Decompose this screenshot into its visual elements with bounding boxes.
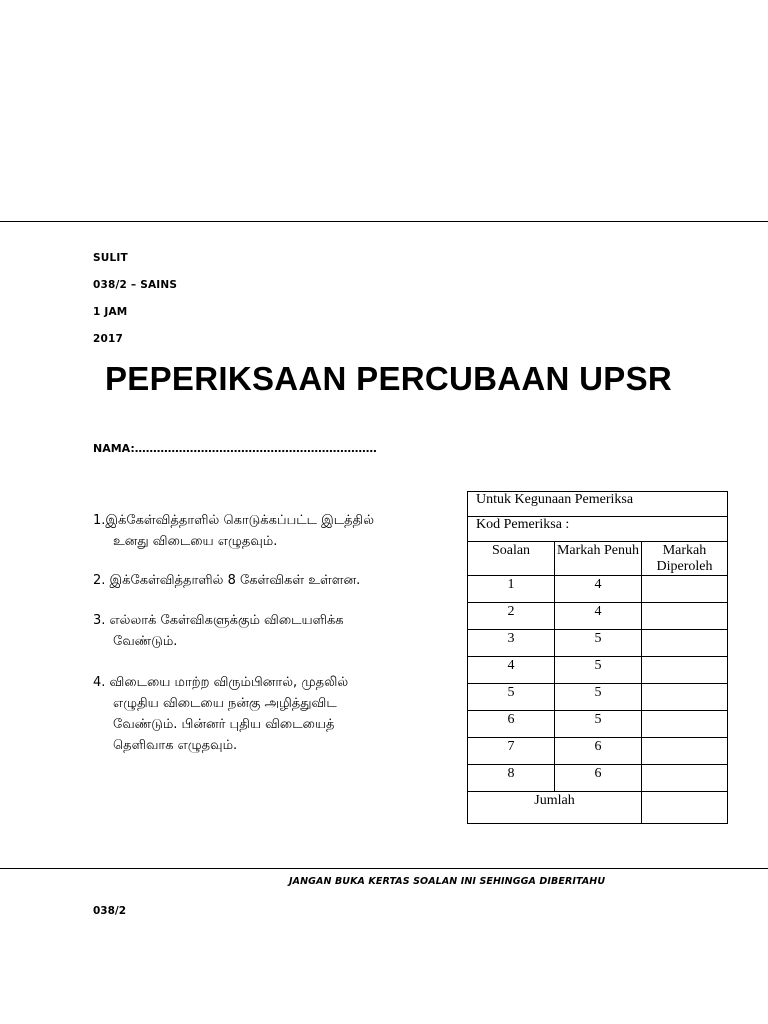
full-marks: 5 [555, 657, 642, 684]
status-label: SULIT [93, 252, 128, 264]
column-header-markah-penuh: Markah Penuh [555, 542, 642, 576]
top-rule [0, 221, 768, 222]
instruction-line: 1.இக்கேள்வித்தாளில் கொடுக்கப்பட்ட இடத்தில் [93, 513, 374, 528]
full-marks: 5 [555, 630, 642, 657]
table-row [468, 603, 728, 630]
instruction-line: வேண்டும். [113, 634, 178, 649]
question-number: 1 [468, 576, 555, 603]
question-number: 4 [468, 657, 555, 684]
total-row [468, 792, 728, 824]
obtained-marks [642, 711, 728, 738]
full-marks: 4 [555, 603, 642, 630]
full-marks: 6 [555, 765, 642, 792]
obtained-marks [642, 765, 728, 792]
instruction-line: எழுதிய விடையை நன்கு அழித்துவிட [113, 696, 337, 711]
name-field: NAMA:………………………………………………………… [93, 442, 377, 455]
obtained-marks [642, 657, 728, 684]
obtained-marks [642, 603, 728, 630]
examiner-code-field: Kod Pemeriksa : [468, 517, 728, 542]
table-caption: Untuk Kegunaan Pemeriksa [468, 492, 728, 517]
instruction-3 [93, 610, 453, 652]
full-marks: 4 [555, 576, 642, 603]
full-marks: 5 [555, 684, 642, 711]
instruction-line: 4. விடையை மாற்ற விரும்பினால், முதலில் [93, 675, 349, 690]
table-header-row [468, 542, 728, 576]
footer-paper-code: 038/2 [93, 905, 127, 917]
total-obtained [642, 792, 728, 824]
instruction-4 [93, 672, 453, 756]
question-number: 5 [468, 684, 555, 711]
instruction-1 [93, 510, 453, 552]
column-header-markah-diperoleh: Markah Diperoleh [642, 542, 728, 576]
footer-notice: JANGAN BUKA KERTAS SOALAN INI SEHINGGA DIBERITAHU [289, 876, 606, 887]
obtained-marks [642, 576, 728, 603]
bottom-rule [0, 868, 768, 869]
full-marks: 5 [555, 711, 642, 738]
instruction-line: வேண்டும். பின்னர் புதிய விடையைத் [113, 717, 335, 732]
table-row [468, 738, 728, 765]
table-row [468, 576, 728, 603]
obtained-marks [642, 630, 728, 657]
paper-code: 038/2 – SAINS [93, 279, 178, 291]
table-row [468, 657, 728, 684]
question-number: 7 [468, 738, 555, 765]
duration: 1 JAM [93, 306, 128, 318]
obtained-marks [642, 684, 728, 711]
instruction-line: 3. எல்லாக் கேள்விகளுக்கும் விடையளிக்க [93, 613, 344, 628]
total-label: Jumlah [468, 792, 642, 824]
question-number: 2 [468, 603, 555, 630]
examiner-marks-table [467, 491, 728, 824]
instruction-line: 2. இக்கேள்வித்தாளில் 8 கேள்விகள் உள்ளன. [93, 573, 361, 588]
instruction-2 [93, 570, 453, 591]
year: 2017 [93, 333, 124, 345]
obtained-marks [642, 738, 728, 765]
full-marks: 6 [555, 738, 642, 765]
question-number: 8 [468, 765, 555, 792]
table-row [468, 684, 728, 711]
question-number: 6 [468, 711, 555, 738]
table-row [468, 765, 728, 792]
column-header-soalan: Soalan [468, 542, 555, 576]
question-number: 3 [468, 630, 555, 657]
table-row [468, 630, 728, 657]
instruction-line: தெளிவாக எழுதவும். [113, 738, 238, 753]
instruction-line: உனது விடையை எழுதவும். [113, 534, 278, 549]
exam-title: PEPERIKSAAN PERCUBAAN UPSR [105, 360, 673, 397]
table-row [468, 711, 728, 738]
